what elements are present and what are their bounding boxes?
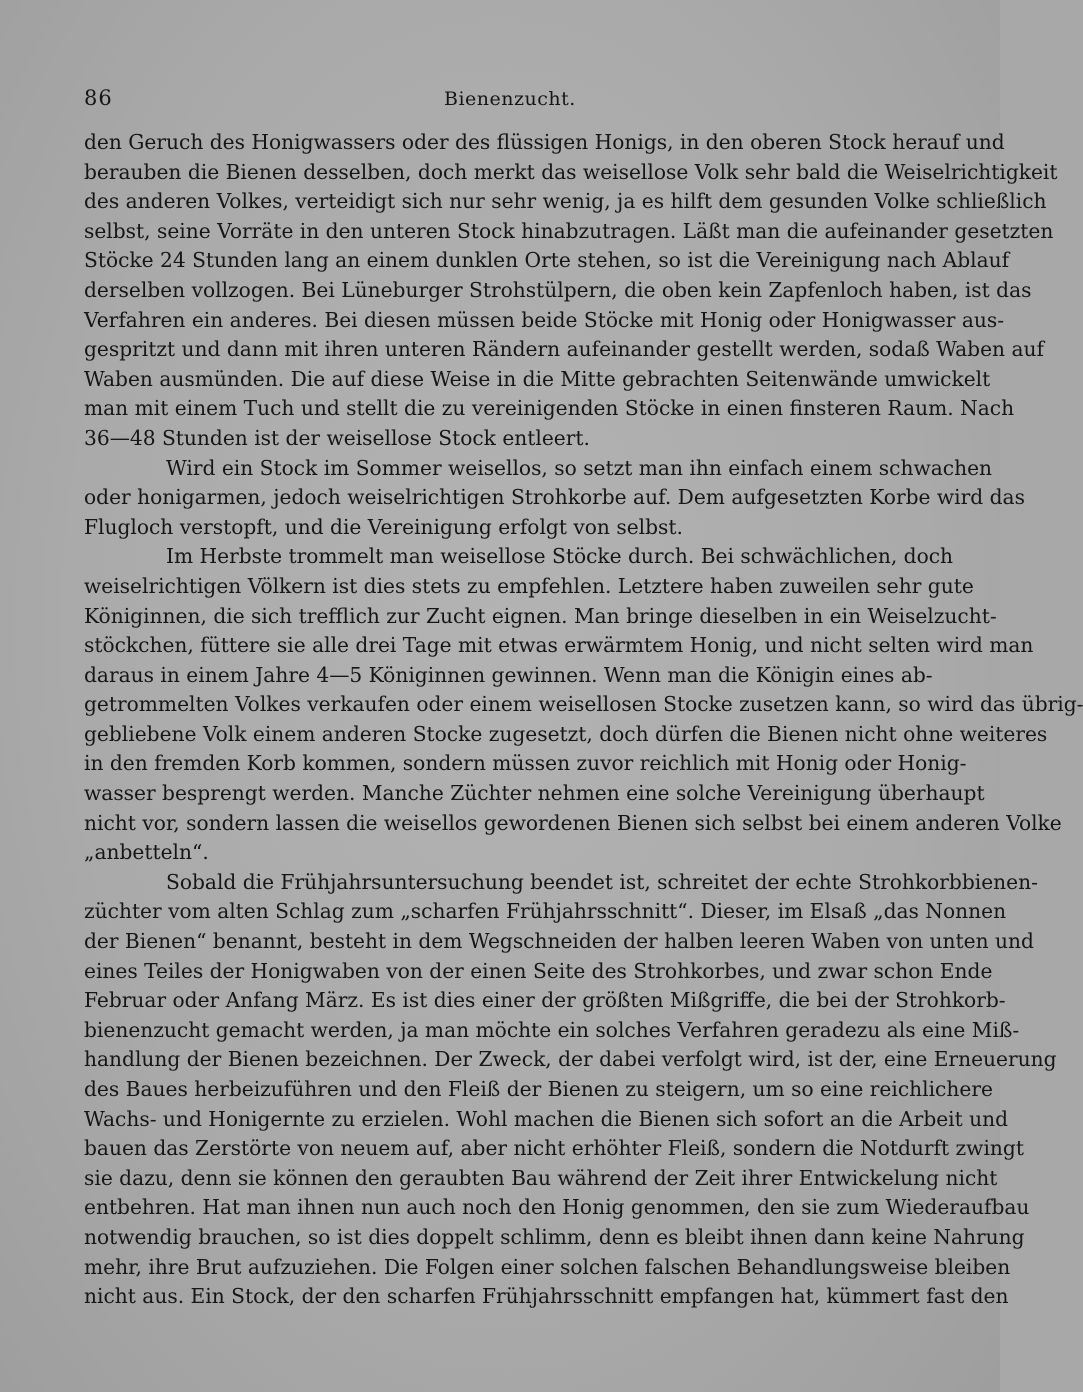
text-line: oder honigarmen, jedoch weiselrichtigen Strohkorbe auf. Dem aufgesetzten Korbe wird das [84, 485, 1025, 510]
text-line: wasser besprengt werden. Manche Züchter nehmen eine solche Vereinigung überhaupt [84, 781, 985, 806]
text-line: den Geruch des Honigwassers oder des flüssigen Honigs, in den oberen Stock herauf und [84, 130, 1005, 154]
text-line: man mit einem Tuch und stellt die zu vereinigenden Stöcke in einen finsteren Raum. Nach [84, 396, 1015, 421]
text-line: weiselrichtigen Völkern ist dies stets zu empfehlen. Letztere haben zuweilen sehr gute [84, 573, 974, 598]
text-line: in den fremden Korb kommen, sondern müssen zuvor reichlich mit Honig oder Honig- [84, 751, 967, 776]
text-line: des Baues herbeizuführen und den Fleiß der Bienen zu steigern, um so eine reichlichere [84, 1077, 993, 1101]
text-line: sie dazu, denn sie können den geraubten Bau während der Zeit ihrer Entwickelung nicht [84, 1165, 998, 1190]
text-line: gebliebene Volk einem anderen Stocke zugesetzt, doch dürfen die Bienen nicht ohne weiteres [84, 721, 1048, 746]
text-line: bienenzucht gemacht werden, ja man möchte ein solches Verfahren geradezu als eine Miß- [84, 1017, 1020, 1042]
text-line: daraus in einem Jahre 4—5 Königinnen gewinnen. Wenn man die Königin eines ab- [84, 662, 933, 687]
text-line: mehr, ihre Brut aufzuziehen. Die Folgen einer solchen falschen Behandlungsweise bleiben [84, 1254, 1011, 1279]
text-line: getrommelten Volkes verkaufen oder einem weisellosen Stocke zusetzen kann, so wird das übrig- [84, 692, 1083, 717]
page-header [84, 86, 892, 114]
text-line: notwendig brauchen, so ist dies doppelt schlimm, denn es bleibt ihnen dann keine Nahrung [84, 1224, 1025, 1249]
text-line: handlung der Bienen bezeichnen. Der Zweck, der dabei verfolgt wird, ist der, eine Erneuerung [84, 1047, 1057, 1072]
text-line: Flugloch verstopft, und die Vereinigung erfolgt von selbst. [84, 514, 683, 539]
text-line: bauen das Zerstörte von neuem auf, aber nicht erhöhter Fleiß, sondern die Notdurft zwingt [84, 1136, 1024, 1161]
paragraph [84, 454, 1025, 543]
text-line: entbehren. Hat man ihnen nun auch noch den Honig genommen, den sie zum Wiederaufbau [84, 1195, 1030, 1220]
body-text [84, 128, 1083, 1312]
text-line: eines Teiles der Honigwaben von der einen Seite des Strohkorbes, und zwar schon Ende [84, 958, 993, 983]
text-line: Waben ausmünden. Die auf diese Weise in die Mitte gebrachten Seitenwände umwickelt [84, 366, 991, 391]
text-line: Sobald die Frühjahrsuntersuchung beendet ist, schreitet der echte Strohkorbbienen- [166, 869, 1038, 894]
text-line: Wachs- und Honigernte zu erzielen. Wohl machen die Bienen sich sofort an die Arbeit und [84, 1106, 1009, 1131]
text-line: nicht vor, sondern lassen die weisellos gewordenen Bienen sich selbst bei einem anderen Volke [84, 810, 1062, 835]
text-line: derselben vollzogen. Bei Lüneburger Strohstülpern, die oben kein Zapfenloch haben, ist das [84, 277, 1032, 302]
text-line: Stöcke 24 Stunden lang an einem dunklen Orte stehen, so ist die Vereinigung nach Ablauf [84, 248, 1010, 273]
text-line: berauben die Bienen desselben, doch merkt das weisellose Volk sehr bald die Weiselrichtigkeit [84, 159, 1058, 184]
text-line: selbst, seine Vorräte in den unteren Stock hinabzutragen. Läßt man die aufeinander gesetzten [84, 218, 1054, 243]
paragraph [84, 542, 1083, 868]
text-line: nicht aus. Ein Stock, der den scharfen Frühjahrsschnitt empfangen hat, kümmert fast den [84, 1284, 1009, 1309]
text-line: Verfahren ein anderes. Bei diesen müssen beide Stöcke mit Honig oder Honigwasser aus- [84, 307, 1005, 332]
paragraph [84, 128, 1058, 454]
running-head: Bienenzucht. [444, 88, 576, 110]
text-line: 36—48 Stunden ist der weisellose Stock entleert. [84, 425, 590, 450]
text-line: züchter vom alten Schlag zum „scharfen Frühjahrsschnitt“. Dieser, im Elsaß „das Nonnen [84, 899, 1007, 924]
text-line: der Bienen“ benannt, besteht in dem Wegschneiden der halben leeren Waben von unten und [84, 929, 1034, 954]
page-number: 86 [84, 86, 113, 110]
text-line: gespritzt und dann mit ihren unteren Rändern aufeinander gestellt werden, sodaß Waben auf [84, 337, 1044, 362]
text-line: des anderen Volkes, verteidigt sich nur sehr wenig, ja es hilft dem gesunden Volke schließlich [84, 189, 1047, 214]
text-line: Februar oder Anfang März. Es ist dies einer der größten Mißgriffe, die bei der Strohkorb- [84, 988, 1006, 1013]
paragraph [84, 868, 1057, 1312]
text-line: „anbetteln“. [84, 840, 209, 865]
text-line: Königinnen, die sich trefflich zur Zucht eignen. Man bringe dieselben in ein Weiselzucht- [84, 603, 997, 628]
text-line: Im Herbste trommelt man weisellose Stöcke durch. Bei schwächlichen, doch [166, 544, 954, 569]
text-line: Wird ein Stock im Sommer weisellos, so setzt man ihn einfach einem schwachen [166, 455, 993, 480]
text-line: stöckchen, füttere sie alle drei Tage mit etwas erwärmtem Honig, und nicht selten wird man [84, 633, 1034, 658]
